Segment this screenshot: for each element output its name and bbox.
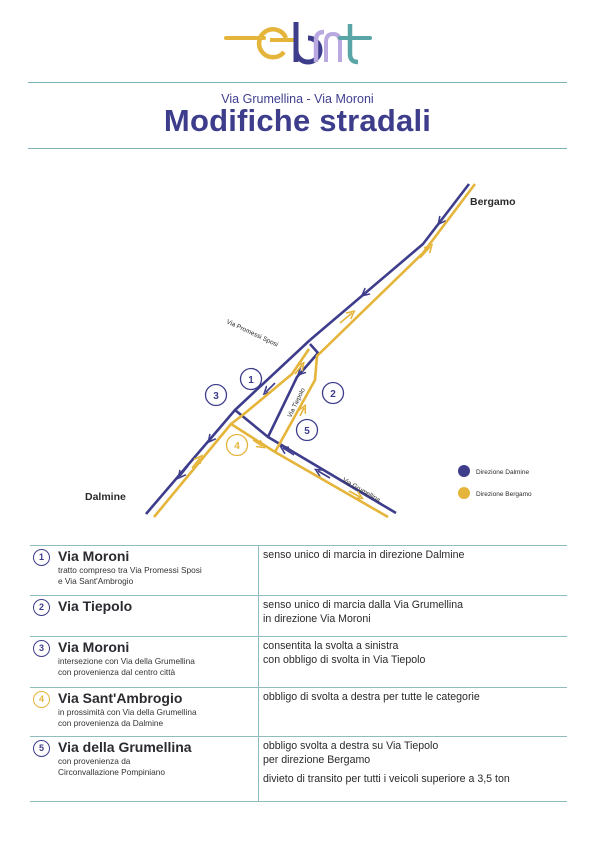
row-rule: obbligo di svolta a destra per tutte le categorie [263, 691, 480, 703]
row-street: Via Moroni [58, 639, 130, 655]
via-grumellina-label: Via Grumellina [341, 476, 382, 504]
marker-3 [206, 385, 227, 406]
row-desc-line: in prossimità con Via della Grumellina [58, 707, 197, 717]
row-desc-line: con provenienza dal centro città [58, 667, 176, 677]
badge-5: 5 [33, 740, 50, 757]
row-rule: senso unico di marcia in direzione Dalmine [263, 549, 465, 561]
column-divider [258, 737, 259, 801]
table-row [30, 545, 567, 595]
svg-text:4: 4 [234, 441, 240, 452]
road-map [0, 160, 595, 530]
table-row [30, 636, 567, 687]
legend-bergamo-swatch [458, 487, 470, 499]
row-rule: in direzione Via Moroni [263, 612, 371, 625]
legend-dalmine-label: Direzione Dalmine [476, 469, 530, 476]
row-rule: per direzione Bergamo [263, 753, 371, 766]
legend-bergamo-label: Direzione Bergamo [476, 491, 532, 498]
map-legend [458, 465, 532, 499]
modifications-table [30, 545, 567, 802]
marker-5 [297, 420, 318, 441]
row-desc-line: con provenienza da [58, 756, 131, 766]
dalmine-label: Dalmine [85, 491, 126, 503]
row-desc-line: e Via Sant'Ambrogio [58, 576, 134, 586]
column-divider [258, 688, 259, 736]
page-subtitle: Via Grumellina - Via Moroni [221, 92, 374, 106]
row-desc-line: Circonvallazione Pompiniano [58, 767, 165, 777]
row-desc-line: tratto compreso tra Via Promessi Sposi [58, 565, 202, 575]
svg-text:3: 3 [213, 391, 219, 402]
row-rule: obbligo svolta a destra su Via Tiepolo [263, 740, 439, 752]
arrows-direzione-bergamo [192, 247, 430, 497]
marker-1 [241, 369, 262, 390]
row-rule: consentita la svolta a sinistra [263, 640, 399, 652]
header-top-rule [28, 82, 567, 83]
row-street: Via Sant'Ambrogio [58, 690, 183, 706]
via-tiepolo-label: Via Tiepolo [286, 387, 307, 419]
svg-text:1: 1 [248, 375, 254, 386]
svg-text:2: 2 [330, 389, 336, 400]
legend-dalmine-swatch [458, 465, 470, 477]
row-desc-line: con provenienza da Dalmine [58, 718, 164, 728]
via-promessi-sposi-label: Via Promessi Sposi [225, 318, 280, 349]
badge-2: 2 [33, 599, 50, 616]
badge-4: 4 [33, 691, 50, 708]
marker-2 [323, 383, 344, 404]
column-divider [258, 637, 259, 687]
row-street: Via Moroni [58, 548, 130, 564]
bergamo-label: Bergamo [470, 196, 516, 208]
row-street: Via della Grumellina [58, 739, 192, 755]
badge-1: 1 [33, 549, 50, 566]
ebrt-logo [220, 18, 376, 66]
column-divider [258, 596, 259, 636]
row-rule: con obbligo di svolta in Via Tiepolo [263, 653, 426, 666]
header-bottom-rule [28, 148, 567, 149]
marker-4 [227, 435, 248, 456]
column-divider [258, 546, 259, 595]
table-row [30, 687, 567, 736]
table-row [30, 736, 567, 802]
row-street: Via Tiepolo [58, 598, 133, 614]
row-rule: senso unico di marcia dalla Via Grumellina [263, 599, 464, 611]
table-row [30, 595, 567, 636]
badge-3: 3 [33, 640, 50, 657]
row-desc-line: intersezione con Via della Grumellina [58, 656, 195, 666]
row-rule: divieto di transito per tutti i veicoli superiore a 3,5 ton [263, 773, 510, 785]
page-title: Modifiche stradali [163, 103, 432, 138]
svg-text:5: 5 [304, 426, 310, 437]
